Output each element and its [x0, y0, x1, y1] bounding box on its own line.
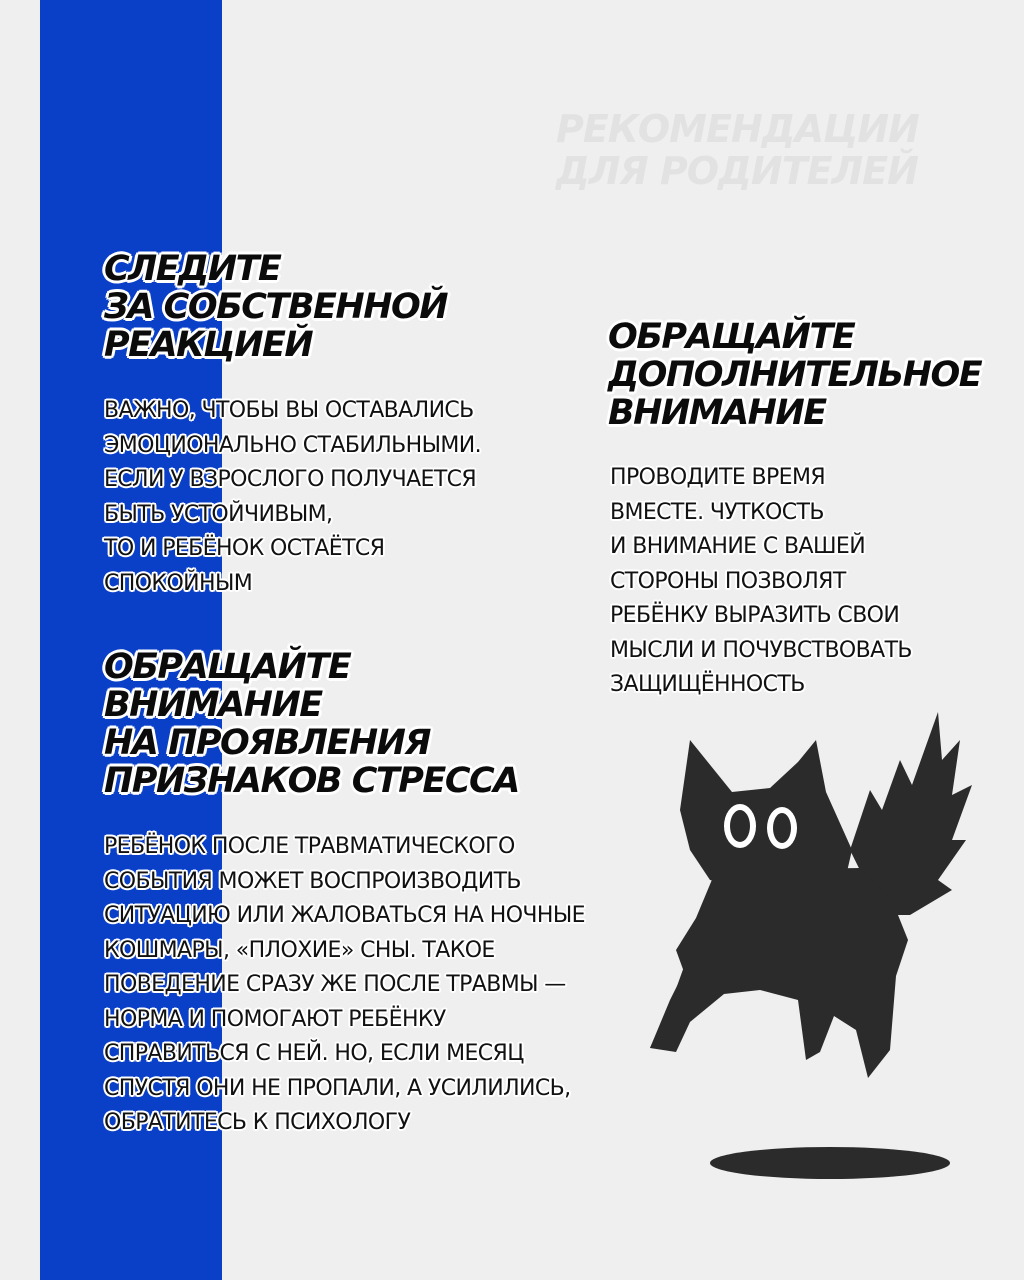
heading-line: ОБРАЩАЙТЕ [104, 647, 351, 687]
body-line: ЕСЛИ У ВЗРОСЛОГО ПОЛУЧАЕТСЯ [104, 467, 477, 492]
body-line: И ВНИМАНИЕ С ВАШЕЙ [610, 534, 866, 559]
section-heading-reaction [104, 250, 447, 364]
body-line: СИТУАЦИЮ ИЛИ ЖАЛОВАТЬСЯ НА НОЧНЫЕ [104, 903, 585, 928]
body-line: ОБРАТИТЕСЬ К ПСИХОЛОГУ [104, 1110, 411, 1135]
body-line: СОБЫТИЯ МОЖЕТ ВОСПРОИЗВОДИТЬ [104, 868, 521, 894]
watermark-title [556, 108, 936, 192]
heading-line: ОБРАЩАЙТЕ [608, 317, 855, 357]
section-heading-stress [104, 648, 519, 800]
body-line: СПРАВИТЬСЯ С НЕЙ. НО, ЕСЛИ МЕСЯЦ [104, 1041, 524, 1066]
body-line: СПОКОЙНЫМ [104, 570, 253, 596]
body-line: КОШМАРЫ, «ПЛОХИЕ» СНЫ. ТАКОЕ [104, 937, 495, 963]
body-line: ТО И РЕБЁНОК ОСТАЁТСЯ [104, 536, 385, 561]
section-heading-attention [608, 318, 981, 432]
cat-head-shape [680, 740, 852, 886]
heading-line: ДОПОЛНИТЕЛЬНОЕ [608, 355, 982, 395]
heading-line: ЗА СОБСТВЕННОЙ [104, 287, 448, 327]
body-line: ПРОВОДИТЕ ВРЕМЯ [610, 465, 826, 490]
body-line: МЫСЛИ И ПОЧУВСТВОВАТЬ [610, 637, 912, 663]
body-line: НОРМА И ПОМОГАЮТ РЕБЁНКУ [104, 1006, 446, 1032]
body-line: РЕБЁНОК ПОСЛЕ ТРАВМАТИЧЕСКОГО [104, 834, 515, 859]
cat-shadow-shape [710, 1147, 950, 1179]
body-line: ЭМОЦИОНАЛЬНО СТАБИЛЬНЫМИ. [104, 432, 482, 458]
body-line: ПОВЕДЕНИЕ СРАЗУ ЖЕ ПОСЛЕ ТРАВМЫ — [104, 972, 566, 997]
heading-line: ПРИЗНАКОВ СТРЕССА [104, 761, 519, 801]
body-line: ВАЖНО, ЧТОБЫ ВЫ ОСТАВАЛИСЬ [104, 398, 474, 423]
body-line: СПУСТЯ ОНИ НЕ ПРОПАЛИ, А УСИЛИЛИСЬ, [104, 1075, 571, 1101]
body-line: СТОРОНЫ ПОЗВОЛЯТ [610, 568, 846, 594]
section-body-attention [610, 461, 912, 703]
body-line: ЗАЩИЩЁННОСТЬ [610, 672, 805, 697]
section-body-reaction [104, 394, 481, 601]
heading-line: НА ПРОЯВЛЕНИЯ [104, 723, 430, 763]
body-line: РЕБЁНКУ ВЫРАЗИТЬ СВОИ [610, 603, 900, 628]
body-line: ВМЕСТЕ. ЧУТКОСТЬ [610, 499, 824, 525]
heading-line: ВНИМАНИЕ [104, 685, 322, 725]
heading-line: ВНИМАНИЕ [608, 393, 826, 433]
section-body-stress [104, 830, 585, 1141]
watermark-line: РЕКОМЕНДАЦИИ [556, 107, 919, 151]
watermark-line: ДЛЯ РОДИТЕЛЕЙ [556, 149, 918, 193]
heading-line: РЕАКЦИЕЙ [104, 325, 313, 365]
heading-line: СЛЕДИТЕ [104, 249, 281, 289]
body-line: БЫТЬ УСТОЙЧИВЫМ, [104, 501, 333, 527]
black-cat-illustration [620, 700, 980, 1200]
